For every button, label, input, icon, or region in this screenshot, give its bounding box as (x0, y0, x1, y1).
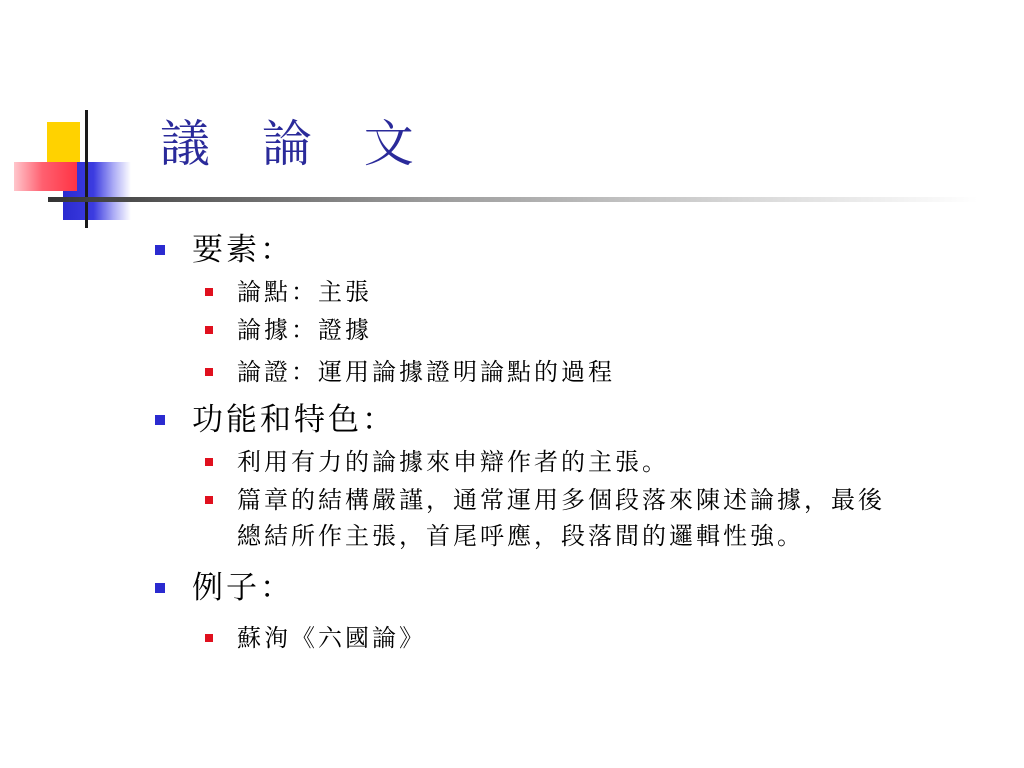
square-bullet-icon (205, 496, 213, 504)
square-bullet-icon (205, 634, 213, 642)
square-bullet-icon (155, 245, 165, 255)
sub-bullet-text: 利用有力的論據來申辯作者的主張。 (237, 448, 669, 476)
decor-yellow-square (47, 122, 80, 163)
bullet-elements (152, 228, 912, 272)
bullet-label: 要素： (192, 232, 294, 268)
square-bullet-icon (205, 288, 213, 296)
bullet-label: 例子： (192, 570, 294, 606)
decor-red-square (14, 162, 77, 191)
sub-bullet-text: 論據：證據 (237, 316, 372, 344)
square-bullet-icon (155, 583, 165, 593)
sub-bullet (152, 312, 912, 348)
square-bullet-icon (205, 458, 213, 466)
square-bullet-icon (205, 368, 213, 376)
sub-bullet-text: 蘇洵《六國論》 (237, 624, 426, 652)
sub-bullet (152, 482, 912, 554)
sub-bullet (152, 274, 912, 310)
sub-bullet-text: 篇章的結構嚴謹，通常運用多個段落來陳述論據，最後總結所作主張，首尾呼應，段落間的邏輯性強。 (237, 486, 885, 550)
square-bullet-icon (155, 415, 165, 425)
sub-bullet (152, 354, 912, 390)
sub-bullet (152, 620, 912, 656)
bullet-label: 功能和特色： (192, 402, 396, 438)
title-underline (48, 197, 978, 202)
sub-bullet-text: 論證：運用論據證明論點的過程 (237, 358, 615, 386)
sub-bullet (152, 444, 912, 480)
slide-title: 議 論 文 (160, 115, 432, 173)
sub-bullet-text: 論點：主張 (237, 278, 372, 306)
square-bullet-icon (205, 326, 213, 334)
bullet-features (152, 398, 912, 442)
bullet-examples (152, 566, 912, 610)
bullet-list (152, 222, 912, 656)
decor-vertical-line (85, 110, 88, 228)
